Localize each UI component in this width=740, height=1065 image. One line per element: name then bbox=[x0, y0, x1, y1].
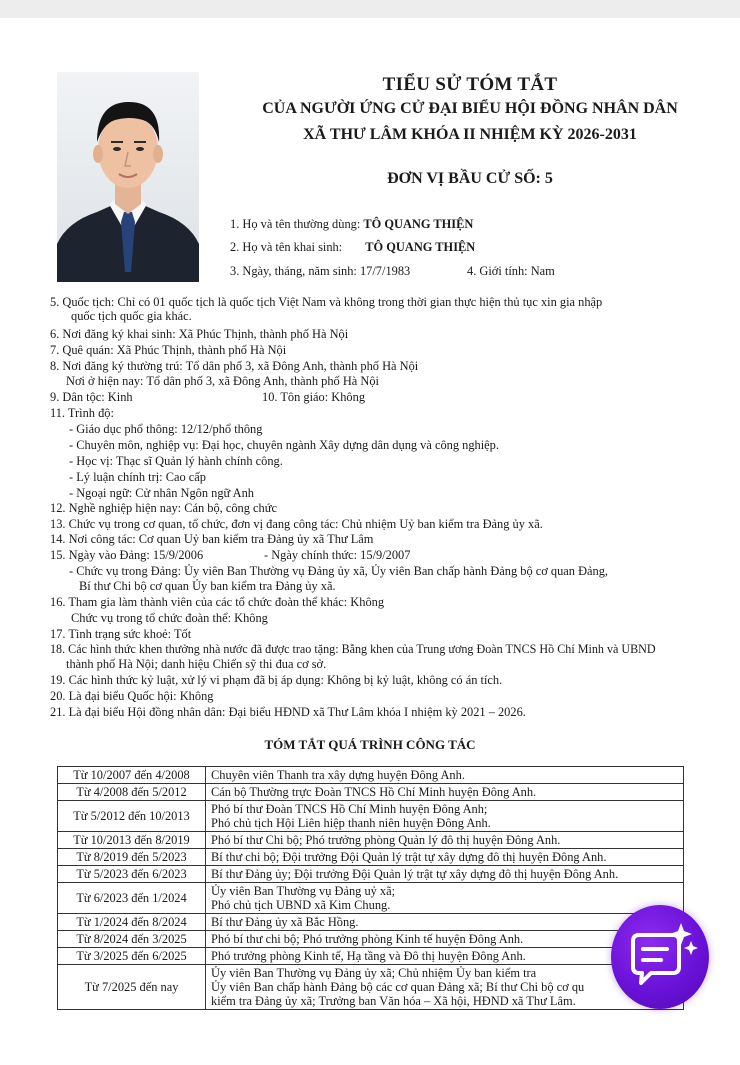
top-bar bbox=[0, 0, 740, 18]
career-position-line: Phó bí thư chi bộ; Phó trưởng phòng Kinh tế huyện Đông Anh. bbox=[211, 932, 524, 946]
info-11-b: - Chuyên môn, nghiệp vụ: Đại học, chuyên ngành Xây dựng dân dụng và công nghiệp. bbox=[69, 438, 499, 452]
career-period: Từ 10/2007 đến 4/2008 bbox=[58, 767, 206, 784]
info-16-line2: Chức vụ trong tổ chức đoàn thể: Không bbox=[71, 611, 268, 625]
career-period: Từ 7/2025 đến nay bbox=[58, 965, 206, 1010]
career-position-line: kiểm tra Đảng ủy xã; Trưởng ban Văn hóa – Xã hội, HĐND xã Thư Lâm. bbox=[211, 994, 576, 1008]
info-15: 15. Ngày vào Đảng: 15/9/2006 bbox=[50, 548, 204, 562]
info-18-line2: thành phố Hà Nội; danh hiệu Chiến sỹ thi đua cơ sở. bbox=[66, 657, 327, 671]
career-position-line: Bí thư chi bộ; Đội trưởng Đội Quản lý trật tự xây dựng đô thị huyện Đông Anh. bbox=[211, 850, 607, 864]
table-row bbox=[58, 914, 684, 931]
career-period: Từ 5/2023 đến 6/2023 bbox=[58, 866, 206, 883]
career-position bbox=[206, 849, 684, 866]
table-row bbox=[58, 849, 684, 866]
table-row bbox=[58, 784, 684, 801]
table-row bbox=[58, 767, 684, 784]
career-position bbox=[206, 767, 684, 784]
career-position-line: Ủy viên Ban Thường vụ Đảng uỷ xã; bbox=[211, 884, 396, 898]
info-1 bbox=[230, 217, 473, 231]
document-subtitle: CỦA NGƯỜI ỨNG CỬ ĐẠI BIỂU HỘI ĐỒNG NHÂN DÂN bbox=[262, 100, 678, 117]
info-19: 19. Các hình thức kỷ luật, xử lý vi phạm đã bị áp dụng: Không bị kỷ luật, không có án tích. bbox=[50, 673, 503, 687]
career-period: Từ 10/2013 đến 8/2019 bbox=[58, 832, 206, 849]
chat-sparkle-icon bbox=[611, 905, 709, 1009]
info-11-c: - Học vị: Thạc sĩ Quản lý hành chính công. bbox=[69, 454, 283, 468]
info-5-line2: quốc tịch quốc gia khác. bbox=[71, 309, 192, 323]
info-15-party-role-line2: Bí thư Chi bộ cơ quan Ủy ban kiểm tra Đảng ủy xã. bbox=[79, 579, 336, 593]
info-18-line1: 18. Các hình thức khen thưởng nhà nước đã được trao tặng: Bằng khen của Trung ương Đoàn TNCS Hồ Chí Minh và UBND bbox=[50, 642, 656, 656]
career-period: Từ 4/2008 đến 5/2012 bbox=[58, 784, 206, 801]
table-row bbox=[58, 965, 684, 1010]
career-position bbox=[206, 866, 684, 883]
info-2 bbox=[230, 240, 475, 254]
info-11-e: - Ngoại ngữ: Cử nhân Ngôn ngữ Anh bbox=[69, 486, 254, 500]
info-5-line1: 5. Quốc tịch: Chỉ có 01 quốc tịch là quốc tịch Việt Nam và không trong thời gian thực hiện thủ tục xin gia nhập bbox=[50, 295, 603, 309]
info-14: 14. Nơi công tác: Cơ quan Uỷ ban kiểm tra Đảng ủy xã Thư Lâm bbox=[50, 532, 374, 546]
career-position-line: Ủy viên Ban chấp hành Đảng bộ các cơ quan Đảng xã; Bí thư Chi bộ cơ qu bbox=[211, 980, 585, 994]
career-position-line: Phó trưởng phòng Kinh tế, Hạ tầng và Đô thị huyện Đông Anh. bbox=[211, 949, 526, 963]
info-16-line1: 16. Tham gia làm thành viên của các tổ chức đoàn thể khác: Không bbox=[50, 595, 385, 609]
career-position bbox=[206, 832, 684, 849]
info-21: 21. Là đại biểu Hội đồng nhân dân: Đại biểu HĐND xã Thư Lâm khóa I nhiệm kỳ 2021 – 2026. bbox=[50, 705, 526, 719]
table-row bbox=[58, 832, 684, 849]
info-10: 10. Tôn giáo: Không bbox=[262, 390, 366, 404]
career-period: Từ 5/2012 đến 10/2013 bbox=[58, 801, 206, 832]
info-11-a: - Giáo dục phổ thông: 12/12/phổ thông bbox=[69, 422, 263, 436]
career-position-line: Cán bộ Thường trực Đoàn TNCS Hồ Chí Minh huyện Đông Anh. bbox=[211, 785, 537, 799]
info-13: 13. Chức vụ trong cơ quan, tổ chức, đơn vị đang công tác: Chủ nhiệm Uỷ ban kiểm tra Đảng ủy xã. bbox=[50, 517, 543, 531]
career-period: Từ 1/2024 đến 8/2024 bbox=[58, 914, 206, 931]
info-9: 9. Dân tộc: Kinh bbox=[50, 390, 133, 404]
career-period: Từ 8/2024 đến 3/2025 bbox=[58, 931, 206, 948]
info-15-party-role-line1: - Chức vụ trong Đảng: Ủy viên Ban Thường vụ Đảng ủy xã, Ủy viên Ban chấp hành Đảng bộ cơ quan Đảng, bbox=[69, 564, 609, 578]
info-15-official: - Ngày chính thức: 15/9/2007 bbox=[264, 548, 411, 562]
career-position-line: Phó chủ tịch Hội Liên hiệp thanh niên huyện Đông Anh. bbox=[211, 816, 491, 830]
info-7: 7. Quê quán: Xã Phúc Thịnh, thành phố Hà Nội bbox=[50, 343, 287, 357]
portrait-photo bbox=[57, 72, 199, 282]
info-11-d: - Lý luận chính trị: Cao cấp bbox=[69, 470, 206, 484]
table-row bbox=[58, 931, 684, 948]
info-12: 12. Nghề nghiệp hiện nay: Cán bộ, công chức bbox=[50, 501, 277, 515]
document-title: TIỂU SỬ TÓM TẮT bbox=[382, 74, 558, 95]
career-period: Từ 6/2023 đến 1/2024 bbox=[58, 883, 206, 914]
table-row bbox=[58, 883, 684, 914]
electoral-unit: ĐƠN VỊ BẦU CỬ SỐ: 5 bbox=[387, 170, 553, 187]
info-20: 20. Là đại biểu Quốc hội: Không bbox=[50, 689, 214, 703]
career-position bbox=[206, 784, 684, 801]
info-8-line2: Nơi ở hiện nay: Tổ dân phố 3, xã Đông Anh, thành phố Hà Nội bbox=[66, 374, 379, 388]
career-section-title: TÓM TẮT QUÁ TRÌNH CÔNG TÁC bbox=[264, 737, 476, 752]
career-position-line: Phó bí thư Đoàn TNCS Hồ Chí Minh huyện Đông Anh; bbox=[211, 802, 488, 816]
info-17: 17. Tình trạng sức khoẻ: Tốt bbox=[50, 627, 192, 641]
info-11: 11. Trình độ: bbox=[50, 406, 114, 420]
career-position-line: Chuyên viên Thanh tra xây dựng huyện Đông Anh. bbox=[211, 768, 465, 782]
document-subtitle-term: XÃ THƯ LÂM KHÓA II NHIỆM KỲ 2026-2031 bbox=[303, 126, 637, 143]
career-position bbox=[206, 801, 684, 832]
career-period: Từ 3/2025 đến 6/2025 bbox=[58, 948, 206, 965]
info-6: 6. Nơi đăng ký khai sinh: Xã Phúc Thịnh, thành phố Hà Nội bbox=[50, 327, 349, 341]
info-1-value: TÔ QUANG THIỆN bbox=[363, 217, 474, 231]
chat-assistant-button[interactable] bbox=[611, 905, 709, 1009]
info-8-line1: 8. Nơi đăng ký thường trú: Tổ dân phố 3, xã Đông Anh, thành phố Hà Nội bbox=[50, 359, 419, 373]
career-position-line: Phó bí thư Chi bộ; Phó trưởng phòng Quản lý đô thị huyện Đông Anh. bbox=[211, 833, 561, 847]
info-3: 3. Ngày, tháng, năm sinh: 17/7/1983 bbox=[230, 264, 411, 278]
info-2-label: 2. Họ và tên khai sinh: bbox=[230, 240, 343, 254]
career-position-line: Bí thư Đảng ủy; Đội trưởng Đội Quản lý trật tự xây dựng đô thị huyện Đông Anh. bbox=[211, 867, 619, 881]
info-2-value: TÔ QUANG THIỆN bbox=[365, 240, 476, 254]
info-4: 4. Giới tính: Nam bbox=[467, 264, 555, 278]
career-position-line: Bí thư Đảng ủy xã Bắc Hồng. bbox=[211, 915, 359, 929]
info-1-label: 1. Họ và tên thường dùng: bbox=[230, 217, 364, 231]
career-period: Từ 8/2019 đến 5/2023 bbox=[58, 849, 206, 866]
career-table bbox=[57, 766, 684, 1010]
table-row bbox=[58, 801, 684, 832]
table-row bbox=[58, 866, 684, 883]
career-position-line: Phó chủ tịch UBND xã Kim Chung. bbox=[211, 898, 391, 912]
career-position-line: Ủy viên Ban Thường vụ Đảng ủy xã; Chủ nhiệm Ủy ban kiểm tra bbox=[211, 966, 537, 980]
table-row bbox=[58, 948, 684, 965]
